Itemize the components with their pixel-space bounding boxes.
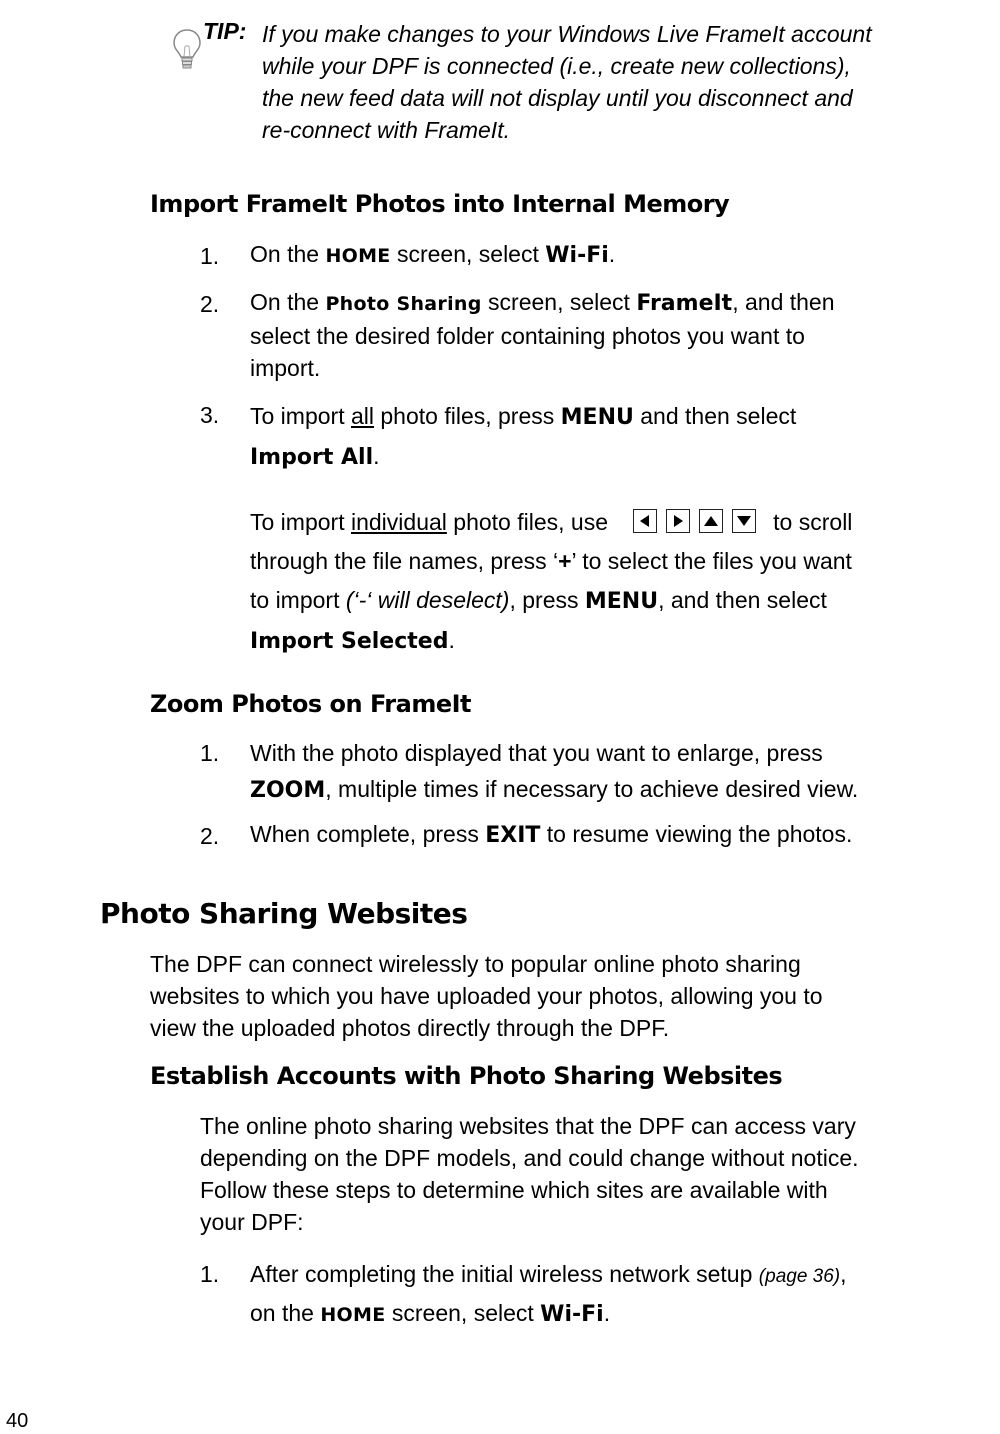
lightbulb-icon — [172, 28, 202, 72]
zoom-step-1: With the photo displayed that you want to enlarge, press ZOOM, multiple times if necessary to achieve desired view. — [250, 740, 859, 803]
import-individual-paragraph: To import individual photo files, use to scroll through the file names, press ‘+’ to select the files you want to import (‘-‘ will deselect), press MENU, and then select Import Selected. — [250, 509, 853, 654]
section-heading-photo-sharing: Photo Sharing Websites — [100, 897, 468, 930]
tip-text — [262, 18, 1000, 146]
home-button-label: HOME — [320, 1304, 386, 1326]
menu-label: MENU — [584, 589, 659, 614]
exit-label: EXIT — [485, 823, 541, 848]
wifi-label: Wi-Fi — [540, 1302, 604, 1327]
step-number: 1. — [200, 1261, 220, 1287]
frameit-label: FrameIt — [636, 291, 733, 316]
import-step-1: On the HOME screen, select Wi-Fi. — [250, 241, 616, 268]
home-button-label: HOME — [325, 245, 391, 267]
step-number: 1. — [200, 740, 220, 766]
tip-line: If you make changes to your Windows Live FrameIt account — [262, 21, 872, 47]
step-number: 2. — [200, 823, 220, 849]
step-number: 2. — [200, 291, 220, 317]
accounts-paragraph: The online photo sharing websites that the DPF can access vary depending on the DPF models, and could change without notice. Follow these steps to determine which sites are available with your DPF: — [200, 1113, 859, 1235]
tip-line: the new feed data will not display until you disconnect and — [262, 85, 853, 111]
import-selected-label: Import Selected — [250, 629, 449, 654]
step-number: 3. — [200, 402, 220, 428]
photo-sharing-paragraph: The DPF can connect wirelessly to popular online photo sharing websites to which you have uploaded your photos, allowing you to view the uploaded photos directly through the DPF. — [150, 951, 823, 1041]
step-number: 1. — [200, 243, 220, 269]
left-arrow-icon — [633, 509, 657, 533]
section-heading-zoom: Zoom Photos on FrameIt — [150, 690, 472, 718]
section-heading-import: Import FrameIt Photos into Internal Memory — [150, 190, 730, 218]
page-number: 40 — [6, 1410, 29, 1432]
tip-line: while your DPF is connected (i.e., create new collections), — [262, 53, 851, 79]
up-arrow-icon — [699, 509, 723, 533]
wifi-label: Wi-Fi — [545, 243, 609, 268]
import-all-label: Import All — [250, 445, 374, 470]
photo-sharing-label: Photo Sharing — [325, 293, 482, 315]
tip-line: re-connect with FrameIt. — [262, 117, 510, 143]
import-step-3: To import all photo files, press MENU and then select Import All. — [250, 403, 797, 470]
tip-label: TIP: — [203, 18, 247, 44]
menu-label: MENU — [560, 405, 634, 430]
right-arrow-icon — [666, 509, 690, 533]
section-heading-establish-accounts: Establish Accounts with Photo Sharing Websites — [150, 1062, 783, 1090]
import-step-2: On the Photo Sharing screen, select FrameIt, and then select the desired folder containing photos you want to import. — [250, 289, 835, 381]
accounts-step-1: After completing the initial wireless network setup (page 36), on the HOME screen, select Wi-Fi. — [250, 1261, 847, 1327]
zoom-step-2: When complete, press EXIT to resume viewing the photos. — [250, 821, 853, 848]
down-arrow-icon — [732, 509, 756, 533]
zoom-label: ZOOM — [250, 778, 326, 803]
